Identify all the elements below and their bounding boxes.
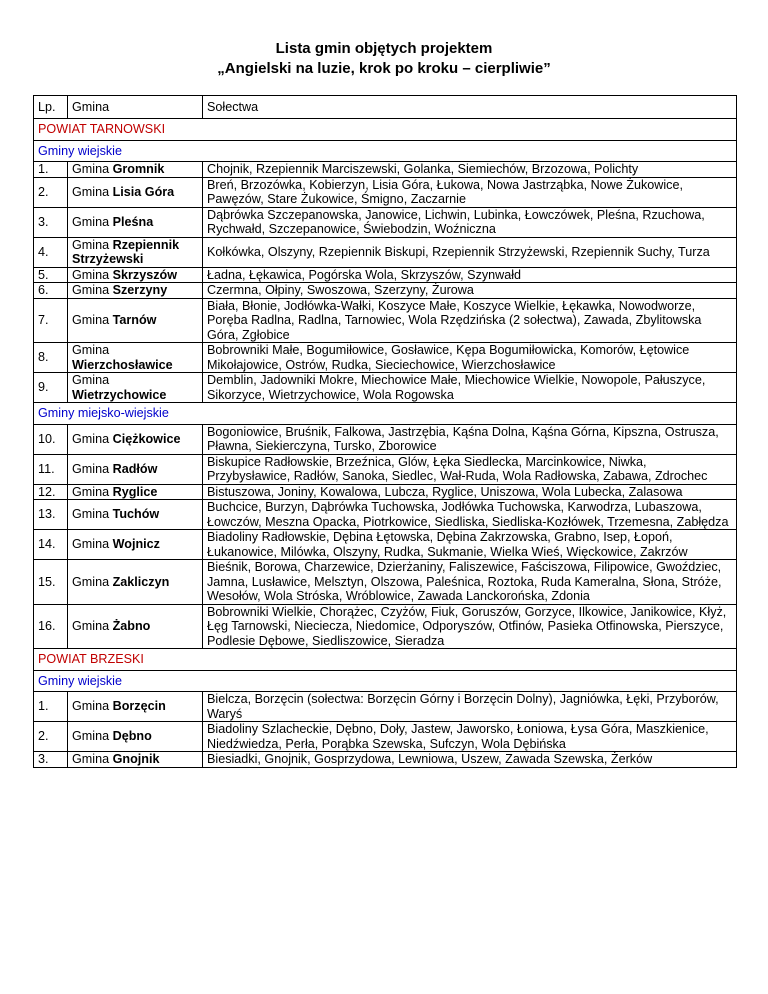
gmina-prefix: Gmina: [72, 313, 113, 327]
row-gmina: [68, 162, 203, 178]
gmina-prefix: Gmina: [72, 373, 110, 387]
row-lp: 3.: [34, 752, 68, 768]
row-lp: 6.: [34, 283, 68, 299]
gmina-name: Radłów: [112, 461, 158, 476]
group-heading: Gminy miejsko-wiejskie: [34, 403, 737, 425]
row-solectwa: Bobrowniki Wielkie, Chorążec, Czyżów, Fiuk, Goruszów, Gorzyce, Ilkowice, Janikowice, Kłyż, Łęg Tarnowski, Nieciecza, Niedomice, Odporyszów, Otfinów, Pasieka Otfinowska, Pierszyce, Podlesie Dębowe, Siedliszowice, Sieradza: [203, 604, 737, 649]
row-gmina: [68, 604, 203, 649]
row-solectwa: Bogoniowice, Bruśnik, Falkowa, Jastrzębia, Kąśna Dolna, Kąśna Górna, Kipszna, Ostrusza, Pławna, Siekierczyna, Tursko, Zborowice: [203, 424, 737, 454]
row-solectwa: Buchcice, Burzyn, Dąbrówka Tuchowska, Jodłówka Tuchowska, Karwodrza, Lubaszowa, Łowczów, Meszna Opacka, Piotrkowice, Siedliska, Siedliska-Kozłówek, Trzemesna, Zabłędza: [203, 500, 737, 530]
gmina-name: Gnojnik: [112, 752, 160, 766]
powiat-row: [34, 119, 737, 141]
row-lp: 9.: [34, 373, 68, 403]
gmina-name: Wietrzychowice: [72, 387, 167, 402]
gmina-prefix: Gmina: [72, 431, 113, 446]
gmina-prefix: Gmina: [72, 537, 113, 552]
table-row: [34, 424, 737, 454]
row-lp: 2.: [34, 722, 68, 752]
gmina-prefix: Gmina: [72, 574, 113, 589]
row-lp: 8.: [34, 343, 68, 373]
row-gmina: [68, 283, 203, 299]
gmina-name: Gromnik: [112, 162, 165, 176]
row-solectwa: Dąbrówka Szczepanowska, Janowice, Lichwin, Lubinka, Łowczówek, Pleśna, Rzuchowa, Rychwałd, Szczepanowice, Świebodzin, Woźniczna: [203, 207, 737, 237]
row-gmina: [68, 298, 203, 343]
row-lp: 14.: [34, 530, 68, 560]
table-row: [34, 162, 737, 178]
row-gmina: [68, 267, 203, 283]
table-row: [34, 283, 737, 299]
row-solectwa: Biadoliny Szlacheckie, Dębno, Doły, Jastew, Jaworsko, Łoniowa, Łysa Góra, Maszkienice, Niedźwiedza, Perła, Porąbka Szewska, Sufczyn, Wola Dębińska: [203, 722, 737, 752]
page-title: [0, 39, 768, 79]
gmina-name: Tuchów: [112, 507, 160, 522]
powiat-row: [34, 649, 737, 671]
row-lp: 11.: [34, 454, 68, 484]
row-gmina: [68, 484, 203, 500]
group-heading: Gminy wiejskie: [34, 140, 737, 162]
row-solectwa: Biała, Błonie, Jodłówka-Wałki, Koszyce Małe, Koszyce Wielkie, Łękawka, Nowodworze, Poręba Radlna, Radlna, Tarnowiec, Wola Rzędzińska (2 sołectwa), Zawada, Zbylitowska Góra, Zgłobice: [203, 298, 737, 343]
table-row: [34, 560, 737, 605]
gmina-prefix: Gmina: [72, 461, 113, 476]
gmina-name: Dębno: [112, 729, 152, 744]
group-row: [34, 670, 737, 692]
group-row: [34, 140, 737, 162]
table-header-row: [34, 96, 737, 119]
row-gmina: [68, 500, 203, 530]
row-lp: 1.: [34, 162, 68, 178]
gmina-name: Pleśna: [112, 214, 154, 229]
gmina-prefix: Gmina: [72, 699, 113, 714]
row-solectwa: Breń, Brzozówka, Kobierzyn, Lisia Góra, Łukowa, Nowa Jastrząbka, Nowe Żukowice, Pawęzów, Stare Żukowice, Śmigno, Zaczarnie: [203, 177, 737, 207]
table-row: [34, 237, 737, 267]
table-row: [34, 604, 737, 649]
row-gmina: [68, 560, 203, 605]
gmina-name: Ryglice: [112, 484, 158, 499]
gmina-prefix: Gmina: [72, 507, 113, 522]
row-lp: 3.: [34, 207, 68, 237]
group-heading: Gminy wiejskie: [34, 670, 737, 692]
gmina-prefix: Gmina: [72, 343, 110, 357]
header-solectwa: Sołectwa: [203, 96, 737, 119]
gmina-prefix: Gmina: [72, 237, 113, 252]
title-line-2: „Angielski na luzie, krok po kroku – cierpliwie”: [217, 60, 551, 77]
gmina-prefix: Gmina: [72, 184, 113, 199]
row-solectwa: Demblin, Jadowniki Mokre, Miechowice Małe, Miechowice Wielkie, Nowopole, Pałuszyce, Sikorzyce, Wietrzychowice, Wola Rogowska: [203, 373, 737, 403]
table-row: [34, 752, 737, 768]
table-row: [34, 692, 737, 722]
table-row: [34, 177, 737, 207]
row-lp: 2.: [34, 177, 68, 207]
gmina-prefix: Gmina: [72, 214, 113, 229]
gmina-name: Wojnicz: [112, 537, 160, 552]
row-solectwa: Czermna, Ołpiny, Swoszowa, Szerzyny, Żurowa: [203, 283, 737, 299]
table-row: [34, 343, 737, 373]
gmina-prefix: Gmina: [72, 619, 113, 633]
row-solectwa: Biskupice Radłowskie, Brzeźnica, Glów, Łęka Siedlecka, Marcinkowice, Niwka, Przybysławice, Radłów, Sanoka, Siedlec, Wał-Ruda, Wola Radłowska, Zabawa, Zdrochec: [203, 454, 737, 484]
row-solectwa: Kołkówka, Olszyny, Rzepiennik Biskupi, Rzepiennik Strzyżewski, Rzepiennik Suchy, Turza: [203, 237, 737, 267]
powiat-heading: POWIAT BRZESKI: [34, 649, 737, 671]
table-row: [34, 484, 737, 500]
row-solectwa: Biadoliny Radłowskie, Dębina Łętowska, Dębina Zakrzowska, Grabno, Isep, Łopoń, Łukanowice, Milówka, Olszyny, Rudka, Sukmanie, Wielka Wieś, Więckowice, Zakrzów: [203, 530, 737, 560]
powiat-heading: POWIAT TARNOWSKI: [34, 119, 737, 141]
row-gmina: [68, 722, 203, 752]
row-gmina: [68, 237, 203, 267]
row-gmina: [68, 692, 203, 722]
gmina-name: Ciężkowice: [112, 431, 181, 446]
row-lp: 16.: [34, 604, 68, 649]
row-gmina: [68, 752, 203, 768]
table-row: [34, 530, 737, 560]
row-solectwa: Biesiadki, Gnojnik, Gosprzydowa, Lewniowa, Uszew, Zawada Szewska, Żerków: [203, 752, 737, 768]
gmina-prefix: Gmina: [72, 752, 113, 766]
row-gmina: [68, 424, 203, 454]
header-lp: Lp.: [34, 96, 68, 119]
gmina-name: Żabno: [112, 619, 151, 633]
gmina-name: Szerzyny: [112, 283, 168, 297]
table-row: [34, 207, 737, 237]
table-row: [34, 500, 737, 530]
gmina-name: Borzęcin: [112, 699, 166, 714]
row-solectwa: Chojnik, Rzepiennik Marciszewski, Golanka, Siemiechów, Brzozowa, Polichty: [203, 162, 737, 178]
row-gmina: [68, 530, 203, 560]
row-solectwa: Bistuszowa, Joniny, Kowalowa, Lubcza, Ryglice, Uniszowa, Wola Lubecka, Zalasowa: [203, 484, 737, 500]
gmina-name: Zakliczyn: [112, 574, 170, 589]
gmina-prefix: Gmina: [72, 283, 113, 297]
gmina-name: Skrzyszów: [112, 267, 177, 282]
gminy-table: [33, 95, 737, 768]
table-row: [34, 267, 737, 283]
row-lp: 15.: [34, 560, 68, 605]
table-row: [34, 298, 737, 343]
table-row: [34, 454, 737, 484]
row-lp: 5.: [34, 267, 68, 283]
row-solectwa: Bielcza, Borzęcin (sołectwa: Borzęcin Górny i Borzęcin Dolny), Jagniówka, Łęki, Przyborów, Waryś: [203, 692, 737, 722]
row-solectwa: Bieśnik, Borowa, Charzewice, Dzierżaniny, Faliszewice, Faściszowa, Filipowice, Gwoździec, Jamna, Lusławice, Melsztyn, Olszowa, Paleśnica, Roztoka, Ruda Kameralna, Słona, Stróże, Wesołów, Wola Stróska, Wróblowice, Zawada Lanckorońska, Zdonia: [203, 560, 737, 605]
gmina-prefix: Gmina: [72, 729, 113, 744]
row-lp: 12.: [34, 484, 68, 500]
gmina-name: Wierzchosławice: [72, 357, 173, 372]
gmina-prefix: Gmina: [72, 267, 113, 282]
row-lp: 4.: [34, 237, 68, 267]
header-gmina: Gmina: [68, 96, 203, 119]
row-gmina: [68, 343, 203, 373]
row-gmina: [68, 207, 203, 237]
row-gmina: [68, 373, 203, 403]
gmina-name: Rzepiennik Strzyżewski: [72, 237, 180, 266]
gmina-prefix: Gmina: [72, 484, 113, 499]
title-line-1: Lista gmin objętych projektem: [275, 40, 493, 57]
row-lp: 10.: [34, 424, 68, 454]
table-row: [34, 373, 737, 403]
gmina-name: Tarnów: [112, 313, 157, 327]
row-lp: 7.: [34, 298, 68, 343]
row-solectwa: Ładna, Łękawica, Pogórska Wola, Skrzyszów, Szynwałd: [203, 267, 737, 283]
row-lp: 13.: [34, 500, 68, 530]
row-solectwa: Bobrowniki Małe, Bogumiłowice, Gosławice, Kępa Bogumiłowicka, Komorów, Łętowice Mikołajowice, Ostrów, Rudka, Sieciechowice, Wierzchosławice: [203, 343, 737, 373]
gmina-prefix: Gmina: [72, 162, 113, 176]
row-gmina: [68, 454, 203, 484]
group-row: [34, 403, 737, 425]
table-row: [34, 722, 737, 752]
gmina-name: Lisia Góra: [112, 184, 175, 199]
row-lp: 1.: [34, 692, 68, 722]
row-gmina: [68, 177, 203, 207]
